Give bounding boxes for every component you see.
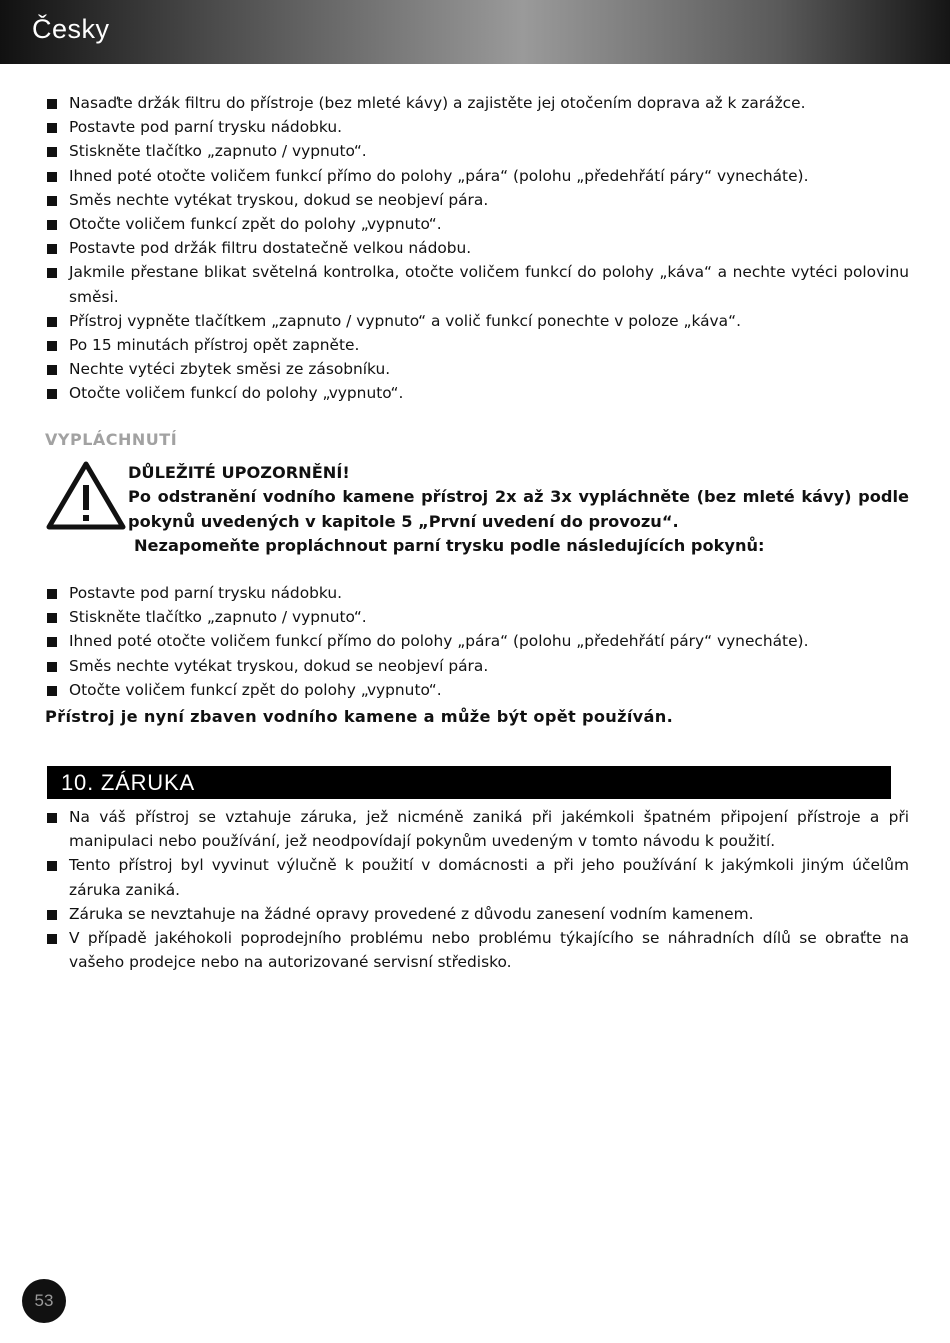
bullet-square-icon (47, 196, 57, 206)
list-item: Jakmile přestane blikat světelná kontrolka, otočte voličem funkcí do polohy „káva“ a nechte vytéci polovinu směsi. (45, 260, 909, 308)
list-item: Postavte pod parní trysku nádobku. (45, 115, 909, 139)
list-item: Po 15 minutách přístroj opět zapněte. (45, 333, 909, 357)
list-item: Záruka se nevztahuje na žádné opravy provedené z důvodu zanesení vodním kamenem. (45, 902, 909, 926)
warning-body: Po odstranění vodního kamene přístroj 2x až 3x vypláchněte (bez mleté kávy) podle pokynů uvedených v kapitole 5 „První uvedení do provozu“. (128, 487, 909, 531)
bullet-square-icon (47, 317, 57, 327)
warning-box (128, 461, 909, 558)
bullet-square-icon (47, 613, 57, 623)
list-item: Nasaďte držák filtru do přístroje (bez mleté kávy) a zajistěte jej otočením doprava až k zarážce. (45, 91, 909, 115)
steps-top-section (45, 91, 909, 406)
list-item: Přístroj vypněte tlačítkem „zapnuto / vypnuto“ a volič funkcí ponechte v poloze „káva“. (45, 309, 909, 333)
list-item: Postavte pod držák filtru dostatečně velkou nádobu. (45, 236, 909, 260)
bullet-square-icon (47, 910, 57, 920)
list-item: Otočte voličem funkcí do polohy „vypnuto“. (45, 381, 909, 405)
list-item: Postavte pod parní trysku nádobku. (45, 581, 909, 605)
language-label: Česky (32, 14, 110, 44)
bullet-square-icon (47, 123, 57, 133)
bullet-square-icon (47, 686, 57, 696)
warning-title: DŮLEŽITÉ UPOZORNĚNÍ! (128, 463, 350, 482)
list-item: Nechte vytéci zbytek směsi ze zásobníku. (45, 357, 909, 381)
list-item: Ihned poté otočte voličem funkcí přímo do polohy „pára“ (polohu „předehřátí páry“ vynecháte). (45, 164, 909, 188)
bullet-square-icon (47, 341, 57, 351)
warning-reminder: Nezapomeňte propláchnout parní trysku podle následujících pokynů: (134, 535, 765, 555)
bullet-square-icon (47, 268, 57, 278)
bullet-square-icon (47, 861, 57, 871)
bullet-square-icon (47, 244, 57, 254)
rinsing-steps-section (45, 581, 909, 702)
bullet-square-icon (47, 147, 57, 157)
list-item: Směs nechte vytékat tryskou, dokud se neobjeví pára. (45, 188, 909, 212)
list-item: Otočte voličem funkcí zpět do polohy „vypnuto“. (45, 212, 909, 236)
bullet-square-icon (47, 365, 57, 375)
list-item: Směs nechte vytékat tryskou, dokud se neobjeví pára. (45, 654, 909, 678)
list-item: Stiskněte tlačítko „zapnuto / vypnuto“. (45, 605, 909, 629)
warning-triangle-icon (44, 458, 128, 532)
final-note: Přístroj je nyní zbaven vodního kamene a může být opět používán. (45, 707, 674, 726)
warranty-list (45, 805, 909, 974)
list-item: Stiskněte tlačítko „zapnuto / vypnuto“. (45, 139, 909, 163)
list-item: Otočte voličem funkcí zpět do polohy „vypnuto“. (45, 678, 909, 702)
bullet-square-icon (47, 934, 57, 944)
rinsing-heading: VYPLÁCHNUTÍ (45, 430, 178, 449)
rinsing-steps-list (45, 581, 909, 702)
warranty-section (45, 805, 909, 974)
list-item: Na váš přístroj se vztahuje záruka, jež nicméně zaniká při jakémkoli špatném připojení přístroje a při manipulaci nebo používání, jež neodpovídají pokynům uvedeným v tomto návodu k použití. (45, 805, 909, 853)
warranty-section-header (47, 766, 891, 799)
list-item: Tento přístroj byl vyvinut výlučně k použití v domácnosti a při jeho používání k jakýmkoli jiným účelům záruka zaniká. (45, 853, 909, 901)
section-title: 10. ZÁRUKA (61, 770, 195, 795)
steps-top-list (45, 91, 909, 406)
bullet-square-icon (47, 99, 57, 109)
bullet-square-icon (47, 220, 57, 230)
bullet-square-icon (47, 172, 57, 182)
list-item: Ihned poté otočte voličem funkcí přímo do polohy „pára“ (polohu „předehřátí páry“ vynecháte). (45, 629, 909, 653)
bullet-square-icon (47, 637, 57, 647)
bullet-square-icon (47, 589, 57, 599)
bullet-square-icon (47, 662, 57, 672)
bullet-square-icon (47, 813, 57, 823)
bullet-square-icon (47, 389, 57, 399)
page-number: 53 (22, 1279, 66, 1323)
page-header (0, 0, 950, 64)
list-item: V případě jakéhokoli poprodejního problému nebo problému týkajícího se náhradních dílů se obraťte na vašeho prodejce nebo na autorizované servisní středisko. (45, 926, 909, 974)
